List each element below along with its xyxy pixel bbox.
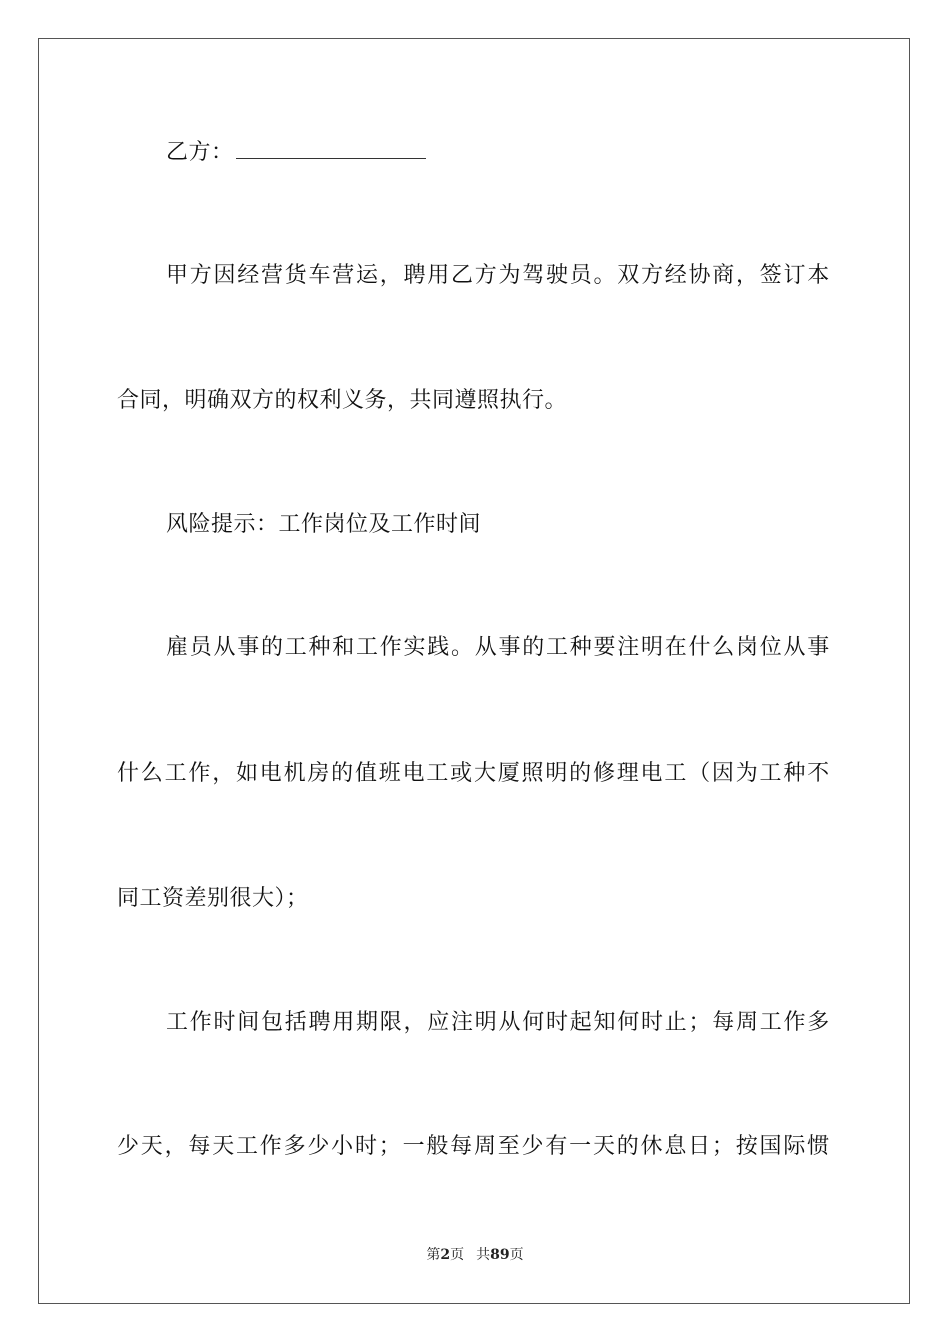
page-footer [0,1246,950,1264]
footer-total-unit: 页 [509,1247,524,1263]
paragraph-line-7: 工 作 时 间 包 括 聘 用 期 限 ， 应 注 明 从 何 时 起 知 何 时 止 ； 每 周 工 作 多 [166,1010,830,1035]
paragraph-line-2: 合同，明确双方的权利义务，共同遵照执行。 [117,388,568,413]
paragraph-line-4: 雇 员 从 事 的 工 种 和 工 作 实 践 。 从 事 的 工 种 要 注 明 在 什 么 岗 位 从 事 [166,635,830,660]
risk-heading: 风险提示：工作岗位及工作时间 [166,512,482,537]
footer-page-number: 2 [440,1247,451,1263]
footer-total-prefix: 共 [476,1247,491,1263]
footer-page-unit: 页 [450,1247,465,1263]
party-b-label: 乙方： [166,140,234,165]
paragraph-line-1: 甲 方 因 经 营 货 车 营 运 ， 聘 用 乙 方 为 驾 驶 员 。 双 方 经 协 商 ， 签 订 本 [166,263,830,288]
footer-total-number: 89 [490,1247,510,1263]
paragraph-line-5: 什 么 工 作 ， 如 电 机 房 的 值 班 电 工 或 大 厦 照 明 的 修 理 电 工 （ 因 为 工 种 不 [117,761,830,786]
paragraph-line-8: 少 天 ， 每 天 工 作 多 少 小 时 ； 一 般 每 周 至 少 有 一 天 的 休 息 日 ； 按 国 际 惯 [117,1134,830,1159]
footer-prefix: 第 [426,1247,441,1263]
page-frame [38,38,910,1304]
party-b-line [166,138,426,167]
party-b-blank-field [236,138,426,159]
paragraph-line-6: 同工资差别很大）； [117,886,309,911]
